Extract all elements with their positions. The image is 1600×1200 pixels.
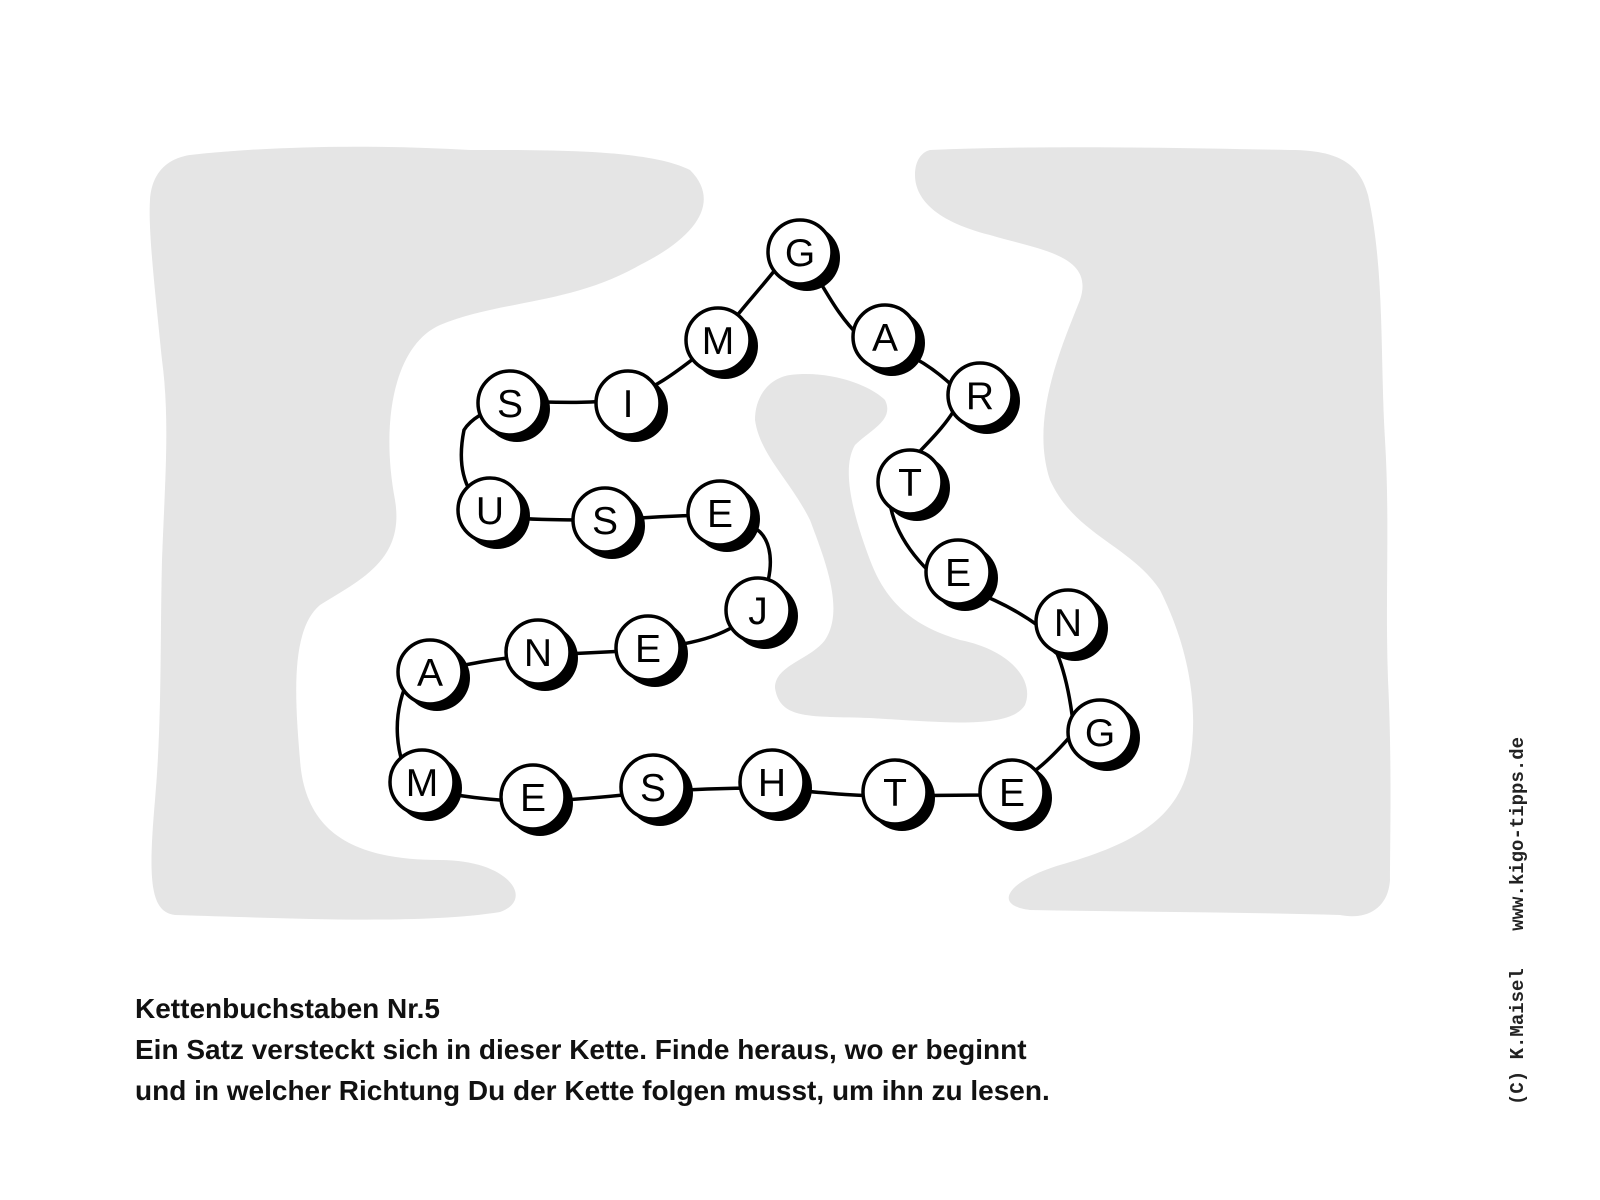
- letter-bead: [878, 450, 950, 521]
- bead-letter: N: [1053, 602, 1083, 645]
- bead-letter: E: [998, 772, 1026, 815]
- bead-letter: N: [523, 632, 553, 675]
- bead-letter: E: [634, 628, 662, 671]
- letter-bead: [501, 765, 573, 836]
- bead-letter: S: [496, 383, 524, 426]
- letter-bead: [688, 481, 760, 552]
- letter-bead: [573, 488, 645, 559]
- letter-bead: [616, 616, 688, 687]
- letter-bead: [596, 371, 668, 442]
- letter-bead: [621, 755, 693, 826]
- letter-bead: [1068, 700, 1140, 771]
- bead-letter: E: [519, 777, 547, 820]
- letter-bead: [980, 760, 1052, 831]
- letter-chain: [390, 220, 1140, 836]
- puzzle-title: Kettenbuchstaben Nr.5: [135, 993, 440, 1024]
- bead-letter: I: [622, 383, 634, 426]
- instructions-line-1: Ein Satz versteckt sich in dieser Kette. Finde heraus, wo er beginnt: [135, 1034, 1027, 1065]
- bead-letter: M: [701, 320, 735, 363]
- letter-bead: [726, 578, 798, 649]
- letter-bead: [506, 620, 578, 691]
- letter-bead: [740, 750, 812, 821]
- letter-bead: [398, 640, 470, 711]
- website-credit: www.kigo-tipps.de: [1507, 736, 1529, 931]
- bead-letter: T: [898, 462, 922, 505]
- bead-letter: H: [757, 762, 787, 805]
- bead-letter: G: [784, 232, 816, 275]
- letter-bead: [863, 760, 935, 831]
- bead-letter: T: [883, 772, 907, 815]
- bead-letter: M: [405, 762, 439, 805]
- bead-letter: E: [944, 552, 972, 595]
- author-credit: (C) K.Maisel: [1507, 968, 1529, 1105]
- letter-bead: [478, 371, 550, 442]
- letter-bead: [853, 305, 925, 376]
- letter-bead: [686, 308, 758, 379]
- bead-letter: E: [706, 493, 734, 536]
- bead-letter: G: [1084, 712, 1116, 755]
- bead-letter: S: [591, 500, 619, 543]
- bead-letter: U: [475, 490, 505, 533]
- bead-letter: R: [965, 375, 995, 418]
- bead-letter: S: [639, 767, 667, 810]
- bead-letter: J: [748, 590, 768, 633]
- instructions-line-2: und in welcher Richtung Du der Kette folgen musst, um ihn zu lesen.: [135, 1075, 1050, 1106]
- bead-letter: A: [416, 652, 444, 695]
- letter-bead: [768, 220, 840, 291]
- letter-bead: [1036, 590, 1108, 661]
- credit-vertical: [1507, 711, 1529, 1105]
- letter-bead: [390, 750, 462, 821]
- bead-letter: A: [871, 317, 899, 360]
- letter-bead: [926, 540, 998, 611]
- letter-bead: [458, 478, 530, 549]
- letter-bead: [948, 363, 1020, 434]
- instructions-block: [135, 988, 1385, 1111]
